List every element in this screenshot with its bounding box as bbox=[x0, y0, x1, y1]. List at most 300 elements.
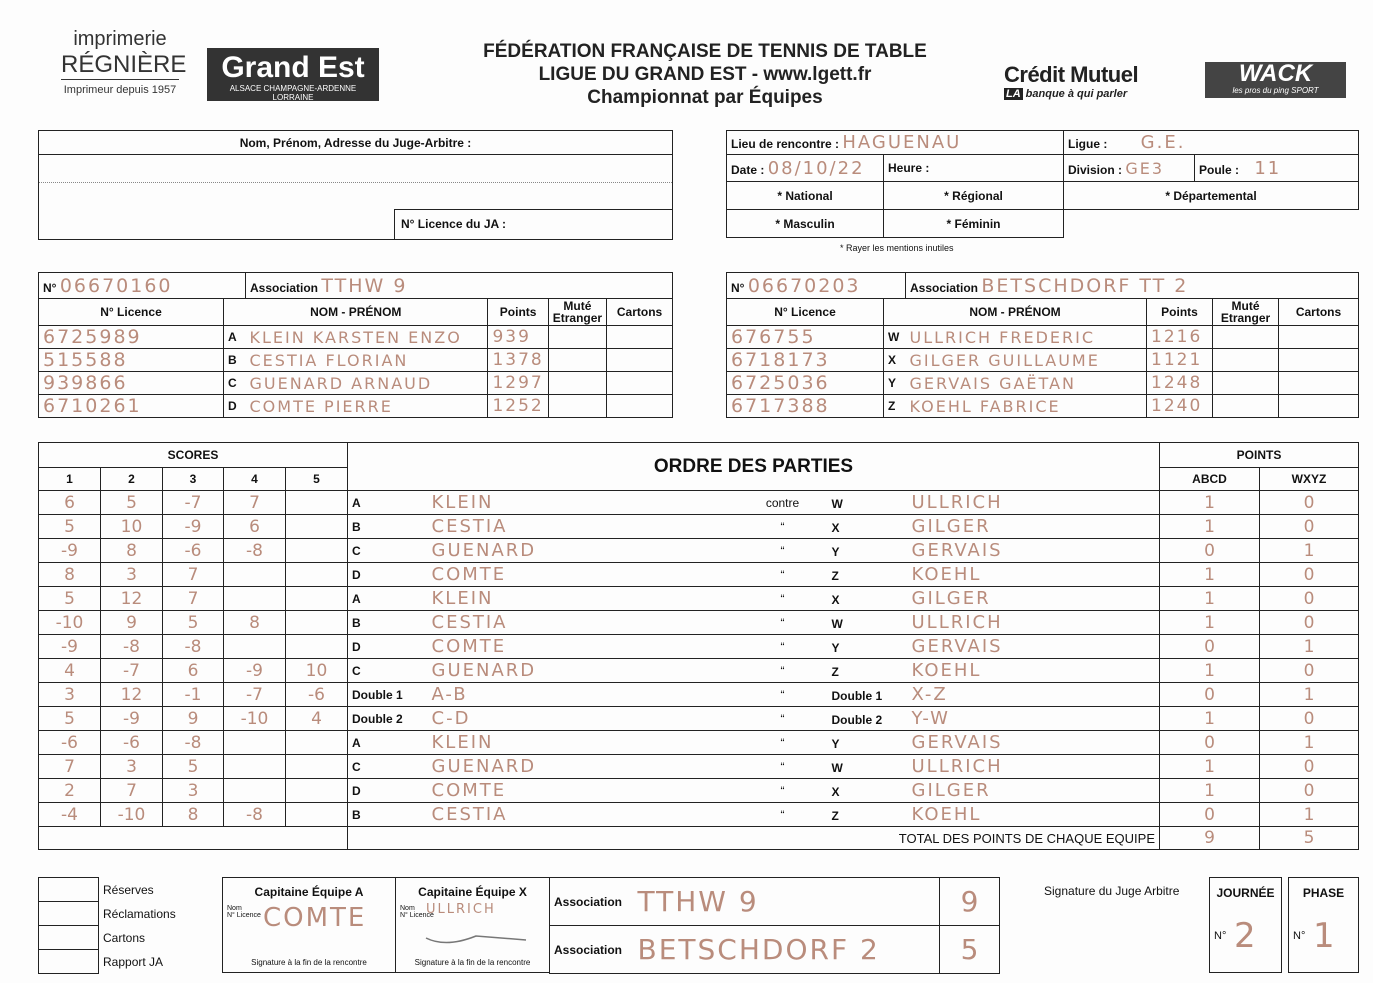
result-assoc-x: BETSCHDORF 2 bbox=[634, 926, 940, 974]
player-letter: W bbox=[884, 326, 906, 349]
set-score: -6 bbox=[286, 683, 348, 707]
title-championnat: Championnat par Équipes bbox=[587, 87, 823, 108]
player-name: GILGER GUILLAUME bbox=[906, 349, 1147, 372]
set-score: -7 bbox=[224, 683, 286, 707]
sport-logo bbox=[1205, 62, 1346, 98]
player-row bbox=[39, 349, 673, 372]
points-wxyz: 0 bbox=[1260, 563, 1359, 587]
bank-logo-tag: banque à qui parler bbox=[1025, 88, 1128, 100]
player-licence: 6725036 bbox=[727, 372, 884, 395]
set-score: 4 bbox=[286, 707, 348, 731]
set-score: 8 bbox=[163, 803, 224, 827]
set-score bbox=[224, 563, 286, 587]
set-score: -8 bbox=[163, 731, 224, 755]
set-score: 5 bbox=[163, 755, 224, 779]
set-score: 12 bbox=[101, 587, 163, 611]
phase-box bbox=[1288, 877, 1359, 973]
points-title: POINTS bbox=[1160, 443, 1359, 468]
set-score: 3 bbox=[101, 755, 163, 779]
ligue-label: Ligue : bbox=[1068, 137, 1108, 151]
player-a-name: GUENARD bbox=[428, 659, 738, 683]
player-x bbox=[828, 491, 1160, 515]
result-table bbox=[549, 877, 1000, 974]
set-score: 7 bbox=[101, 779, 163, 803]
set-score: -9 bbox=[39, 539, 101, 563]
result-assoc-a-label: Association bbox=[550, 878, 634, 926]
team-x-num-label: N° bbox=[731, 280, 745, 295]
match-row bbox=[39, 731, 1359, 755]
player-x-name: KOEHL bbox=[911, 804, 982, 825]
set-score: -7 bbox=[163, 491, 224, 515]
set-score: -8 bbox=[101, 635, 163, 659]
captain-x-title: Capitaine Équipe X bbox=[418, 885, 527, 899]
player-name: KLEIN KARSTEN ENZO bbox=[246, 326, 488, 349]
versus-label: “ bbox=[738, 635, 828, 659]
match-row bbox=[39, 755, 1359, 779]
player-a-name: COMTE bbox=[428, 635, 738, 659]
points-wxyz: 0 bbox=[1260, 755, 1359, 779]
set-score: -6 bbox=[39, 731, 101, 755]
points-col-wxyz: WXYZ bbox=[1260, 468, 1359, 491]
player-x bbox=[828, 803, 1160, 827]
set-score: -10 bbox=[39, 611, 101, 635]
player-x bbox=[828, 611, 1160, 635]
col-licence: N° Licence bbox=[727, 299, 884, 326]
versus-label: “ bbox=[738, 515, 828, 539]
reclamations-box[interactable] bbox=[39, 902, 99, 926]
result-assoc-x-label: Association bbox=[550, 926, 634, 974]
player-x-letter: Z bbox=[831, 809, 839, 823]
player-row bbox=[727, 326, 1359, 349]
player-x bbox=[828, 659, 1160, 683]
points-abcd: 1 bbox=[1160, 611, 1260, 635]
set-score: 3 bbox=[101, 563, 163, 587]
player-row bbox=[727, 395, 1359, 418]
col-mute: Muté Etranger bbox=[1213, 299, 1279, 326]
player-a-letter: Double 1 bbox=[348, 683, 428, 707]
col-cartons: Cartons bbox=[1279, 299, 1359, 326]
col-nom: NOM - PRÉNOM bbox=[884, 299, 1147, 326]
player-points: 1252 bbox=[488, 395, 548, 418]
points-abcd: 1 bbox=[1160, 563, 1260, 587]
player-row bbox=[727, 372, 1359, 395]
scores-title: SCORES bbox=[39, 443, 348, 468]
team-a-assoc-label: Association bbox=[250, 280, 319, 295]
set-score: 7 bbox=[163, 563, 224, 587]
player-cartons bbox=[607, 326, 673, 349]
player-points: 1297 bbox=[488, 372, 548, 395]
player-a-letter: Double 2 bbox=[348, 707, 428, 731]
versus-label: “ bbox=[738, 803, 828, 827]
player-cartons bbox=[607, 395, 673, 418]
player-a-letter: C bbox=[348, 539, 428, 563]
printer-logo bbox=[55, 28, 185, 96]
player-licence: 676755 bbox=[727, 326, 884, 349]
title-federation: FÉDÉRATION FRANÇAISE DE TENNIS DE TABLE bbox=[483, 41, 927, 62]
division-value: GE3 bbox=[1125, 158, 1165, 178]
player-a-letter: B bbox=[348, 803, 428, 827]
player-letter: C bbox=[224, 372, 246, 395]
player-x-name: GERVAIS bbox=[911, 540, 1003, 561]
player-points: 1240 bbox=[1147, 395, 1213, 418]
result-assoc-a: TTHW 9 bbox=[634, 878, 940, 926]
set-score: 9 bbox=[163, 707, 224, 731]
player-a-name: GUENARD bbox=[428, 755, 738, 779]
set-score bbox=[224, 755, 286, 779]
rapport-label: Rapport JA bbox=[103, 954, 164, 969]
player-x bbox=[828, 683, 1160, 707]
team-x-assoc: BETSCHDORF TT 2 bbox=[981, 274, 1189, 297]
player-a-name: KLEIN bbox=[428, 731, 738, 755]
bank-logo bbox=[1004, 62, 1184, 100]
captain-a-signature: COMTE bbox=[263, 903, 367, 933]
captain-x-nom: Nom bbox=[400, 905, 415, 912]
player-x-name: GILGER bbox=[911, 588, 991, 609]
player-a-letter: B bbox=[348, 515, 428, 539]
match-row bbox=[39, 659, 1359, 683]
versus-label: “ bbox=[738, 587, 828, 611]
set-score: 6 bbox=[39, 491, 101, 515]
ja-licence-label: N° Licence du JA : bbox=[394, 209, 673, 239]
points-wxyz: 0 bbox=[1260, 491, 1359, 515]
national-option[interactable]: * National bbox=[727, 182, 884, 210]
player-a-letter: C bbox=[348, 755, 428, 779]
player-x-letter: Double 1 bbox=[831, 689, 883, 703]
match-row bbox=[39, 683, 1359, 707]
match-row bbox=[39, 707, 1359, 731]
player-x bbox=[828, 731, 1160, 755]
ordre-title: ORDRE DES PARTIES bbox=[348, 443, 1160, 491]
player-row bbox=[39, 326, 673, 349]
player-x-name: GILGER bbox=[911, 780, 991, 801]
points-abcd: 0 bbox=[1160, 635, 1260, 659]
masculin-option[interactable]: * Masculin bbox=[727, 210, 884, 238]
total-x: 5 bbox=[1260, 827, 1359, 850]
match-row bbox=[39, 803, 1359, 827]
player-x-name: Y-W bbox=[911, 708, 950, 729]
team-a-num: 06670160 bbox=[59, 274, 173, 297]
player-x-letter: Double 2 bbox=[831, 713, 883, 727]
player-a-letter: D bbox=[348, 635, 428, 659]
player-points: 1216 bbox=[1147, 326, 1213, 349]
player-name: COMTE PIERRE bbox=[246, 395, 488, 418]
player-x-letter: Y bbox=[831, 641, 840, 655]
player-x-name: ULLRICH bbox=[911, 612, 1003, 633]
player-letter: D bbox=[224, 395, 246, 418]
player-x bbox=[828, 755, 1160, 779]
player-x-name: ULLRICH bbox=[911, 492, 1003, 513]
journee-box bbox=[1209, 877, 1282, 973]
captain-a-nom: Nom bbox=[227, 905, 242, 912]
team-x-num: 06670203 bbox=[747, 274, 861, 297]
sport-logo-tag: les pros du ping SPORT bbox=[1232, 86, 1319, 95]
total-label: TOTAL DES POINTS DE CHAQUE EQUIPE bbox=[348, 827, 1160, 850]
player-points: 1248 bbox=[1147, 372, 1213, 395]
set-score: 5 bbox=[101, 491, 163, 515]
set-score: 12 bbox=[101, 683, 163, 707]
set-score bbox=[224, 587, 286, 611]
set-score: 5 bbox=[39, 515, 101, 539]
col-licence: N° Licence bbox=[39, 299, 224, 326]
team-x-assoc-label: Association bbox=[910, 280, 979, 295]
player-mute bbox=[548, 395, 606, 418]
player-x bbox=[828, 515, 1160, 539]
set-score bbox=[286, 803, 348, 827]
player-a-name: KLEIN bbox=[428, 587, 738, 611]
points-wxyz: 0 bbox=[1260, 779, 1359, 803]
points-wxyz: 1 bbox=[1260, 539, 1359, 563]
set-score: -9 bbox=[101, 707, 163, 731]
player-a-name: CESTIA bbox=[428, 515, 738, 539]
set-score: 3 bbox=[39, 683, 101, 707]
player-cartons bbox=[607, 372, 673, 395]
points-abcd: 1 bbox=[1160, 755, 1260, 779]
player-x bbox=[828, 587, 1160, 611]
cartons-box[interactable] bbox=[39, 926, 99, 950]
player-licence: 6718173 bbox=[727, 349, 884, 372]
versus-label: “ bbox=[738, 659, 828, 683]
division-label: Division : bbox=[1068, 162, 1123, 177]
date-label: Date : bbox=[731, 162, 765, 177]
player-name: GERVAIS GAËTAN bbox=[906, 372, 1147, 395]
player-row bbox=[39, 395, 673, 418]
points-abcd: 0 bbox=[1160, 683, 1260, 707]
points-wxyz: 0 bbox=[1260, 515, 1359, 539]
set-score bbox=[286, 563, 348, 587]
match-row bbox=[39, 587, 1359, 611]
player-a-name: COMTE bbox=[428, 563, 738, 587]
team-a-num-label: N° bbox=[43, 280, 57, 295]
set-score: 7 bbox=[163, 587, 224, 611]
printer-line2: RÉGNIÈRE bbox=[61, 51, 187, 78]
set-score: -1 bbox=[163, 683, 224, 707]
player-a-name: GUENARD bbox=[428, 539, 738, 563]
player-x-letter: W bbox=[831, 761, 843, 775]
player-a-name: A-B bbox=[428, 683, 738, 707]
set-score: 6 bbox=[224, 515, 286, 539]
player-cartons bbox=[1279, 372, 1359, 395]
player-a-letter: D bbox=[348, 779, 428, 803]
set-score bbox=[286, 539, 348, 563]
player-letter: Y bbox=[884, 372, 906, 395]
cartons-label: Cartons bbox=[103, 930, 146, 945]
set-score bbox=[286, 491, 348, 515]
points-wxyz: 1 bbox=[1260, 731, 1359, 755]
points-abcd: 0 bbox=[1160, 731, 1260, 755]
versus-label: contre bbox=[738, 491, 828, 515]
set-score: 4 bbox=[39, 659, 101, 683]
versus-label: “ bbox=[738, 731, 828, 755]
region-logo bbox=[208, 49, 378, 100]
bank-logo-name: Crédit Mutuel bbox=[1004, 62, 1139, 87]
team-a-table bbox=[38, 272, 673, 418]
player-x bbox=[828, 563, 1160, 587]
regional-option[interactable]: * Régional bbox=[884, 182, 1064, 210]
points-abcd: 1 bbox=[1160, 515, 1260, 539]
captain-a-title: Capitaine Équipe A bbox=[254, 885, 364, 899]
set-score: -8 bbox=[163, 635, 224, 659]
points-abcd: 1 bbox=[1160, 707, 1260, 731]
points-abcd: 1 bbox=[1160, 491, 1260, 515]
player-x bbox=[828, 635, 1160, 659]
match-row bbox=[39, 491, 1359, 515]
sport-logo-name: WACK bbox=[1238, 60, 1313, 87]
set-score bbox=[286, 755, 348, 779]
player-name: KOEHL FABRICE bbox=[906, 395, 1147, 418]
rapport-box[interactable] bbox=[39, 950, 99, 974]
points-abcd: 1 bbox=[1160, 779, 1260, 803]
ja-label: Nom, Prénom, Adresse du Juge-Arbitre : bbox=[39, 131, 672, 155]
score-col-1: 1 bbox=[39, 468, 101, 491]
phase-num-label: N° bbox=[1293, 930, 1306, 942]
player-x-name: GERVAIS bbox=[911, 732, 1003, 753]
points-wxyz: 0 bbox=[1260, 587, 1359, 611]
captain-x-signature bbox=[406, 926, 556, 956]
set-score: 8 bbox=[39, 563, 101, 587]
departemental-option[interactable]: * Départemental bbox=[1064, 182, 1359, 210]
captain-a-sig-note: Signature à la fin de la rencontre bbox=[251, 958, 367, 967]
points-wxyz: 1 bbox=[1260, 683, 1359, 707]
player-a-letter: D bbox=[348, 563, 428, 587]
points-wxyz: 0 bbox=[1260, 707, 1359, 731]
captain-x-licence: N° Licence bbox=[400, 912, 434, 919]
bank-logo-la: LA bbox=[1006, 88, 1021, 100]
player-letter: X bbox=[884, 349, 906, 372]
player-x-letter: Z bbox=[831, 665, 839, 679]
player-mute bbox=[548, 372, 606, 395]
player-x-letter: Y bbox=[831, 737, 840, 751]
player-x-name: KOEHL bbox=[911, 564, 982, 585]
player-a-letter: A bbox=[348, 587, 428, 611]
points-col-abcd: ABCD bbox=[1160, 468, 1260, 491]
versus-label: “ bbox=[738, 539, 828, 563]
set-score: 7 bbox=[224, 491, 286, 515]
col-mute: Muté Etranger bbox=[548, 299, 606, 326]
player-mute bbox=[548, 326, 606, 349]
versus-label: “ bbox=[738, 563, 828, 587]
reserves-box[interactable] bbox=[39, 878, 99, 902]
printer-tag: Imprimeur depuis 1957 bbox=[63, 84, 177, 96]
set-score: 7 bbox=[39, 755, 101, 779]
region-logo-name: Grand Est bbox=[221, 51, 365, 84]
checkbox-table bbox=[38, 877, 223, 974]
poule-value: 11 bbox=[1254, 157, 1282, 179]
set-score: -9 bbox=[163, 515, 224, 539]
result-score-x: 5 bbox=[940, 926, 1000, 974]
player-row bbox=[727, 349, 1359, 372]
player-x-letter: X bbox=[831, 521, 840, 535]
player-mute bbox=[548, 349, 606, 372]
player-row bbox=[39, 372, 673, 395]
captain-x-box bbox=[395, 877, 550, 973]
lieu-value: HAGUENAU bbox=[842, 132, 962, 153]
region-logo-sub: ALSACE CHAMPAGNE-ARDENNE LORRAINE bbox=[229, 84, 357, 102]
versus-label: “ bbox=[738, 707, 828, 731]
player-a-name: CESTIA bbox=[428, 803, 738, 827]
set-score: -6 bbox=[163, 539, 224, 563]
match-row bbox=[39, 515, 1359, 539]
feminin-option[interactable]: * Féminin bbox=[884, 210, 1064, 238]
ligue-value: G.E. bbox=[1140, 132, 1186, 153]
ja-signature-label: Signature du Juge Arbitre bbox=[1044, 884, 1180, 898]
points-abcd: 0 bbox=[1160, 803, 1260, 827]
captain-x-name: ULLRICH bbox=[426, 902, 496, 917]
captain-x-sig-note: Signature à la fin de la rencontre bbox=[414, 958, 531, 967]
set-score: 5 bbox=[39, 587, 101, 611]
rayer-note: * Rayer les mentions inutiles bbox=[840, 243, 954, 253]
team-a-assoc: TTHW 9 bbox=[321, 274, 408, 297]
player-x bbox=[828, 539, 1160, 563]
matches-table bbox=[38, 442, 1359, 850]
total-a: 9 bbox=[1160, 827, 1260, 850]
col-cartons: Cartons bbox=[607, 299, 673, 326]
player-name: ULLRICH FREDERIC bbox=[906, 326, 1147, 349]
versus-label: “ bbox=[738, 683, 828, 707]
set-score: 5 bbox=[39, 707, 101, 731]
player-a-letter: C bbox=[348, 659, 428, 683]
set-score: -7 bbox=[101, 659, 163, 683]
score-col-3: 3 bbox=[163, 468, 224, 491]
set-score: 8 bbox=[224, 611, 286, 635]
versus-label: “ bbox=[738, 611, 828, 635]
player-a-name: KLEIN bbox=[428, 491, 738, 515]
player-a-name: CESTIA bbox=[428, 611, 738, 635]
title-ligue: LIGUE DU GRAND EST - www.lgett.fr bbox=[538, 64, 872, 85]
points-wxyz: 1 bbox=[1260, 635, 1359, 659]
captain-a-box bbox=[222, 877, 396, 973]
points-wxyz: 1 bbox=[1260, 803, 1359, 827]
player-points: 1121 bbox=[1147, 349, 1213, 372]
set-score: -6 bbox=[101, 731, 163, 755]
player-licence: 6710261 bbox=[39, 395, 224, 418]
reclamations-label: Réclamations bbox=[103, 906, 176, 921]
player-mute bbox=[1213, 372, 1279, 395]
set-score: 3 bbox=[163, 779, 224, 803]
player-x-letter: W bbox=[831, 497, 843, 511]
player-a-letter: A bbox=[348, 491, 428, 515]
heure-label: Heure : bbox=[888, 161, 930, 175]
player-x bbox=[828, 707, 1160, 731]
phase-label: PHASE bbox=[1302, 886, 1345, 900]
set-score bbox=[286, 515, 348, 539]
player-licence: 6717388 bbox=[727, 395, 884, 418]
player-a-name: C-D bbox=[428, 707, 738, 731]
result-score-a: 9 bbox=[940, 878, 1000, 926]
phase-value: 1 bbox=[1313, 916, 1337, 956]
player-licence: 6725989 bbox=[39, 326, 224, 349]
score-col-5: 5 bbox=[286, 468, 348, 491]
set-score: 10 bbox=[101, 515, 163, 539]
printer-line1: imprimerie bbox=[73, 28, 167, 50]
versus-label: “ bbox=[738, 779, 828, 803]
player-letter: A bbox=[224, 326, 246, 349]
player-x-letter: Z bbox=[831, 569, 839, 583]
journee-value: 2 bbox=[1234, 916, 1258, 956]
player-x-name: ULLRICH bbox=[911, 756, 1003, 777]
col-points: Points bbox=[488, 299, 548, 326]
poule-label: Poule : bbox=[1199, 162, 1240, 177]
set-score bbox=[286, 731, 348, 755]
journee-num-label: N° bbox=[1214, 930, 1227, 942]
set-score: -8 bbox=[224, 539, 286, 563]
points-abcd: 1 bbox=[1160, 587, 1260, 611]
set-score bbox=[224, 731, 286, 755]
player-mute bbox=[1213, 326, 1279, 349]
points-abcd: 1 bbox=[1160, 659, 1260, 683]
score-col-2: 2 bbox=[101, 468, 163, 491]
set-score: -10 bbox=[101, 803, 163, 827]
points-wxyz: 0 bbox=[1260, 659, 1359, 683]
